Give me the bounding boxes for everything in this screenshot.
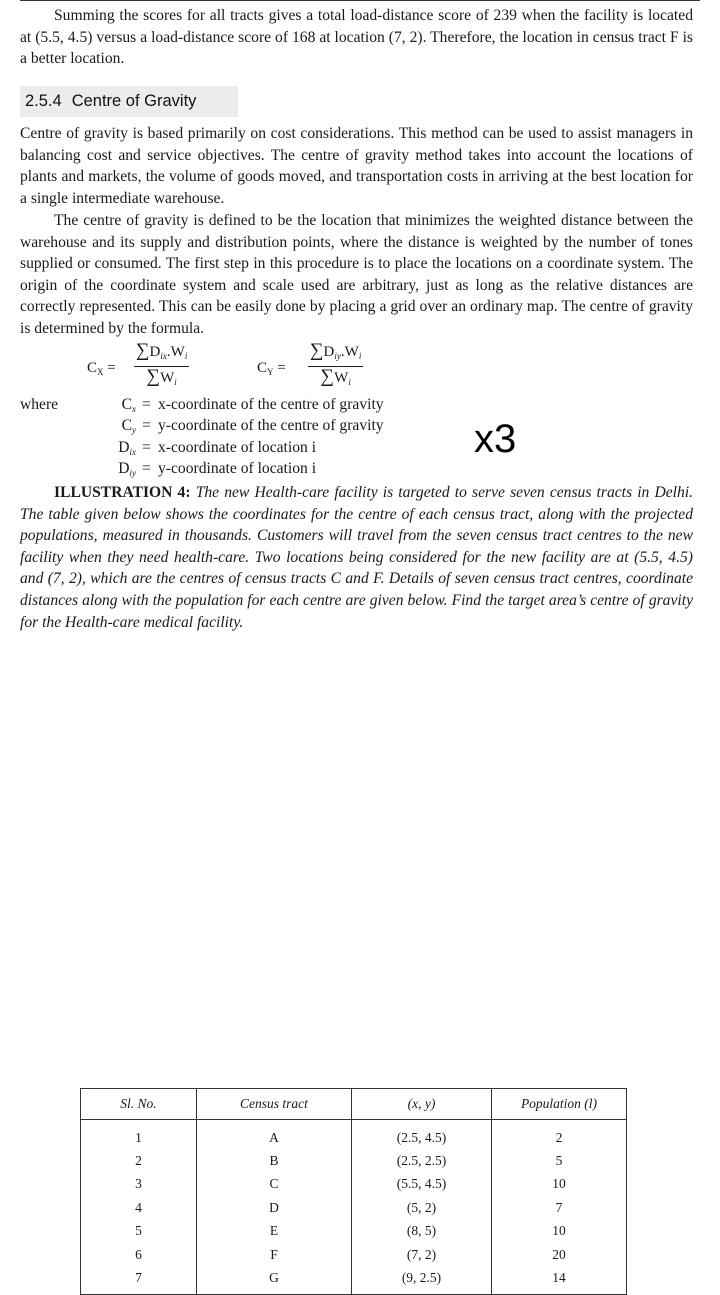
cy-formula-lhs: $C_Y$ = (257, 360, 286, 377)
census-tract-table (80, 1088, 627, 1295)
definition-text: y-coordinate of the centre of gravity (158, 417, 384, 435)
cx-fraction (134, 342, 189, 391)
table-row: 7 G (9, 2.5) 14 (81, 1266, 627, 1294)
table-row: 6 F (7, 2) 20 (81, 1243, 627, 1266)
section-heading (20, 86, 238, 117)
table-row: 5 E (8, 5) 10 (81, 1220, 627, 1243)
intro-paragraph: Summing the scores for all tracts gives a total load-distance score of 239 when the facility is located at (5.5, 4.5) versus a load-distance score of 168 at location (7, 2). Therefore, the location in census tract F is a better location. (20, 7, 693, 68)
table-row: 3 C (5.5, 4.5) 10 (81, 1173, 627, 1196)
definition-text: x-coordinate of location i (158, 438, 317, 456)
column-header: Sl. No. (81, 1089, 197, 1120)
section-number: 2.5.4 (25, 92, 62, 110)
cy-numerator: $\sum D_{iy}.W_i$ (308, 342, 363, 367)
table-row: 4 D (5, 2) 7 (81, 1196, 627, 1219)
table-row: 1 A (2.5, 4.5) 2 (81, 1120, 627, 1150)
cy-denominator: $\sum W_i$ (320, 366, 351, 387)
cx-formula-lhs: $C_X$ = (87, 360, 116, 377)
column-header: (x, y) (352, 1089, 492, 1120)
where-label: where (20, 396, 59, 413)
handwritten-annotation: x3 (474, 417, 517, 461)
definition-text: y-coordinate of location i (158, 460, 317, 478)
definition-text: x-coordinate of the centre of gravity (158, 396, 384, 413)
table-header-row (81, 1089, 627, 1120)
column-header: Population (l) (492, 1089, 627, 1120)
illustration-label: ILLUSTRATION 4: (54, 484, 191, 501)
top-rule (20, 0, 700, 1)
paragraph-cog-intro: Centre of gravity is based primarily on cost considerations. This method can be used to assist managers in balancing cost and service objectives. The centre of gravity method takes into account the locations of plants and markets, the volume of goods moved, and transportation costs in arriving at the best location for a single intermediate warehouse. (20, 125, 693, 207)
illustration-paragraph (20, 482, 693, 633)
cy-fraction (308, 342, 363, 391)
paragraph-cog-definition: The centre of gravity is defined to be the location that minimizes the weighted distance between the warehouse and its supply and distribution points, where the distance is weighted by the number of tones supplied or consumed. The first step in this procedure is to place the locations on a coordinate system. The origin of the coordinate system and scale used are arbitrary, just as long as the relative distances are correctly represented. This can be easily done by placing a grid over an ordinary map. The centre of gravity is determined by the formula. (20, 212, 693, 337)
section-title: Centre of Gravity (71, 92, 197, 110)
cx-denominator: $\sum W_i$ (146, 366, 177, 387)
cx-numerator: $\sum D_{ix}.W_i$ (134, 342, 189, 367)
column-header: Census tract (197, 1089, 352, 1120)
illustration-text: The new Health-care facility is targeted to serve seven census tracts in Delhi. The table given below shows the coordinates for the centre of each census tract, along with the projected populations, measured in thousands. Customers will travel from the seven census tract centres to the new facility when they need health-care. Two locations being considered for the new facility are at (5.5, 4.5) and (7, 2), which are the centres of census tracts C and F. Details of seven census tract centres, coordinate distances along with the population for each centre are given below. Find the target area’s centre of gravity for the Health-care medical facility. (20, 484, 693, 631)
table-row: 2 B (2.5, 2.5) 5 (81, 1149, 627, 1172)
